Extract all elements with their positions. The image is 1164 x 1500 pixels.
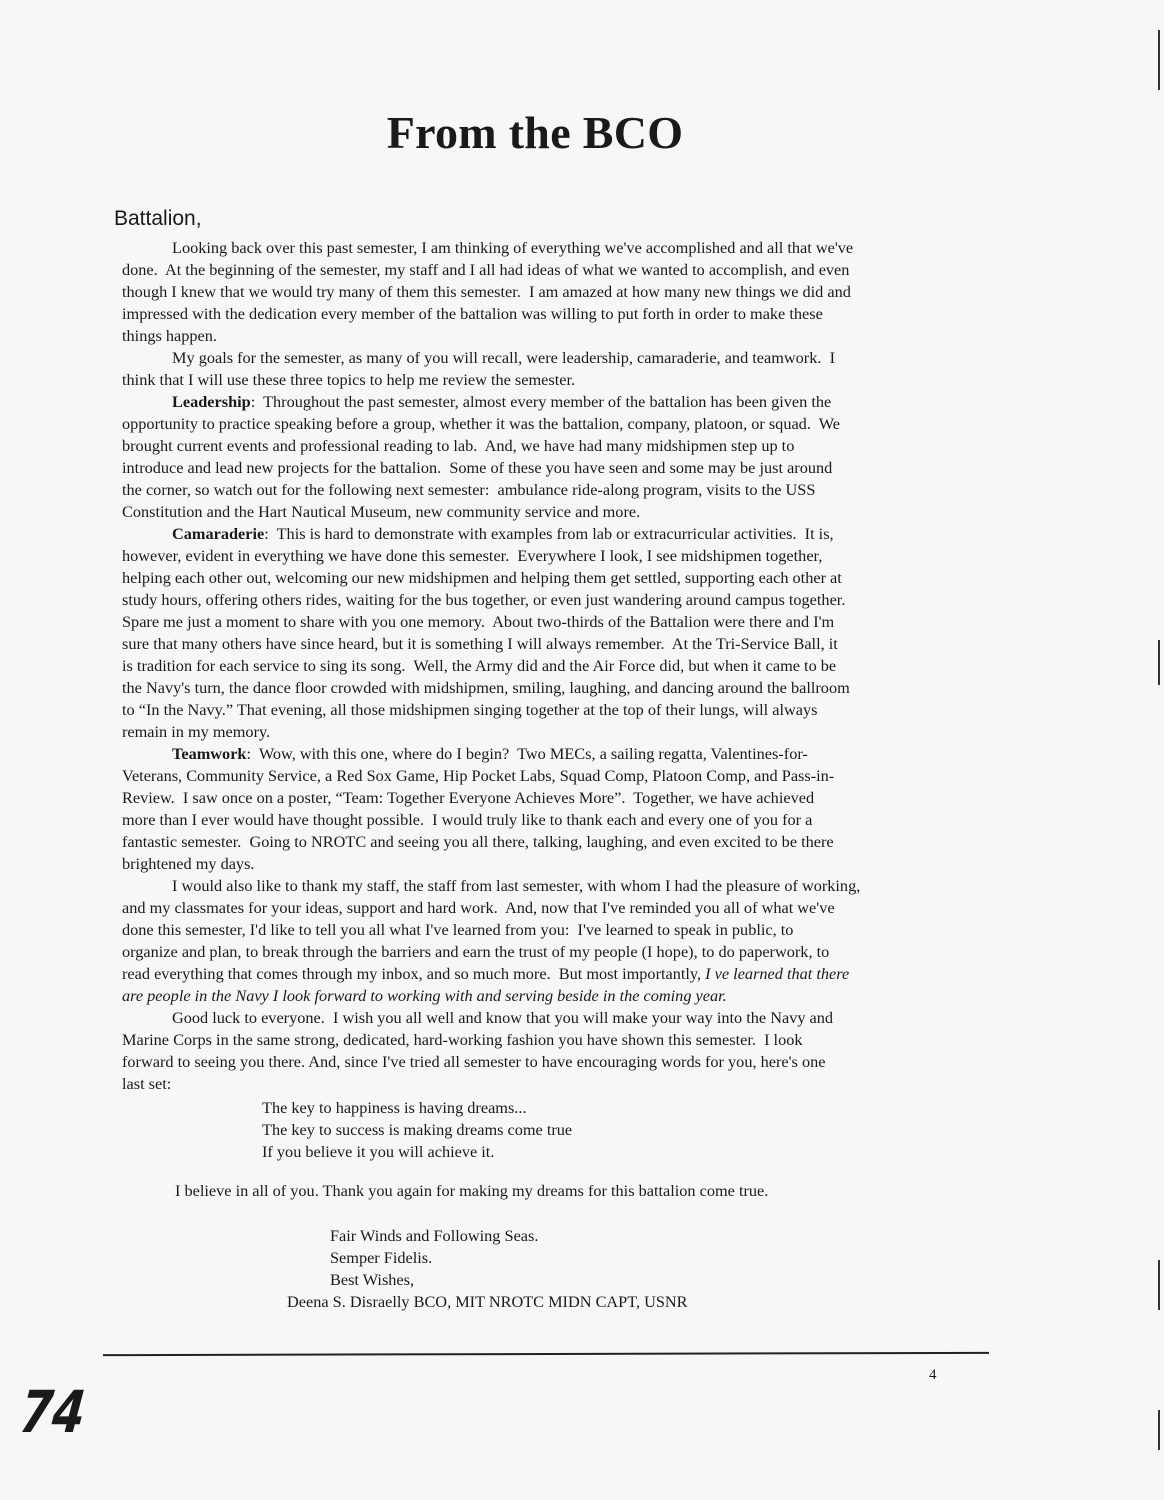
poem-line: The key to success is making dreams come true xyxy=(262,1120,573,1139)
scan-edge-mark xyxy=(1158,1410,1160,1450)
body-text: remain in my memory. xyxy=(122,722,271,741)
body-line xyxy=(122,985,962,1007)
body-text: and my classmates for your ideas, support and hard work. And, now that I've reminded you all of what we've xyxy=(122,898,835,917)
body-line xyxy=(122,589,962,611)
section-heading: Teamwork xyxy=(172,744,247,763)
body-line xyxy=(122,853,962,875)
body-line xyxy=(122,633,962,655)
body-text: however, evident in everything we have done this semester. Everywhere I look, I see midshipmen together, xyxy=(122,546,823,565)
body-text: sure that many others have since heard, but it is something I will always remember. At the Tri-Service Ball, it xyxy=(122,634,838,653)
body-line xyxy=(122,699,962,721)
body-text: I would also like to thank my staff, the staff from last semester, with whom I had the pleasure of working, xyxy=(172,876,861,895)
body-line xyxy=(122,809,962,831)
body-text: done this semester, I'd like to tell you all what I've learned from you: I've learned to speak in public, to xyxy=(122,920,794,939)
body-text: read everything that comes through my inbox, and so much more. But most importantly, xyxy=(122,964,706,983)
signoff-line: Best Wishes, xyxy=(330,1270,415,1289)
body-line xyxy=(122,919,962,941)
body-line xyxy=(122,1051,962,1073)
body-line xyxy=(122,677,962,699)
body-line xyxy=(122,501,962,523)
body-text: last set: xyxy=(122,1074,172,1093)
body-text: Looking back over this past semester, I am thinking of everything we've accomplished and all that we've xyxy=(172,238,854,257)
scan-edge-mark xyxy=(1158,30,1160,90)
body-text: Marine Corps in the same strong, dedicated, hard-working fashion you have shown this semester. I look xyxy=(122,1030,803,1049)
body-text: impressed with the dedication every member of the battalion was willing to put forth in order to make these xyxy=(122,304,823,323)
body-line xyxy=(122,611,962,633)
body-line xyxy=(122,545,962,567)
body-text: introduce and lead new projects for the battalion. Some of these you have seen and some may be just around xyxy=(122,458,833,477)
body-line xyxy=(122,347,962,369)
poem xyxy=(262,1097,572,1163)
section-heading: Camaraderie xyxy=(172,524,265,543)
body-text: helping each other out, welcoming our new midshipmen and helping them get settled, supporting each other at xyxy=(122,568,842,587)
body-line xyxy=(122,765,962,787)
signoff-line: Fair Winds and Following Seas. xyxy=(330,1226,539,1245)
body-text: Constitution and the Hart Nautical Museum, new community service and more. xyxy=(122,502,641,521)
footer-rule xyxy=(103,1352,989,1356)
body-text: fantastic semester. Going to NROTC and seeing you all there, talking, laughing, and even excited to be there xyxy=(122,832,834,851)
body-line xyxy=(122,787,962,809)
body-text: things happen. xyxy=(122,326,217,345)
signature-name: Deena S. Disraelly BCO, MIT NROTC MIDN CAPT, USNR xyxy=(287,1292,688,1311)
body-line xyxy=(122,435,962,457)
body-text: Veterans, Community Service, a Red Sox Game, Hip Pocket Labs, Squad Comp, Platoon Comp, and Pass-in- xyxy=(122,766,835,785)
body-line xyxy=(122,1073,962,1095)
body-text: the corner, so watch out for the following next semester: ambulance ride-along program, visits to the USS xyxy=(122,480,816,499)
handwritten-page-number: 74 xyxy=(16,1378,89,1446)
body-line xyxy=(122,963,962,985)
body-line xyxy=(122,281,962,303)
body-text: opportunity to practice speaking before a group, whether it was the battalion, company, platoon, or squad. We xyxy=(122,414,841,433)
body-text: : Wow, with this one, where do I begin? Two MECs, a sailing regatta, Valentines-for- xyxy=(246,744,808,763)
closing-line: I believe in all of you. Thank you again for making my dreams for this battalion come true. xyxy=(175,1181,769,1200)
body-text: brightened my days. xyxy=(122,854,255,873)
body-text: to “In the Navy.” That evening, all those midshipmen singing together at the top of their lungs, will always xyxy=(122,700,818,719)
signoff-line: Semper Fidelis. xyxy=(330,1248,433,1267)
body-text: think that I will use these three topics to help me review the semester. xyxy=(122,370,576,389)
body-line xyxy=(122,831,962,853)
body-text: Good luck to everyone. I wish you all well and know that you will make your way into the Navy and xyxy=(172,1008,834,1027)
scan-edge-mark xyxy=(1158,1260,1160,1310)
body-line xyxy=(122,1007,962,1029)
body-text: done. At the beginning of the semester, my staff and I all had ideas of what we wanted to accomplish, and even xyxy=(122,260,850,279)
body-line xyxy=(122,1029,962,1051)
body-text: Spare me just a moment to share with you one memory. About two-thirds of the Battalion were there and I'm xyxy=(122,612,835,631)
body-text: more than I ever would have thought possible. I would truly like to thank each and every one of you for a xyxy=(122,810,813,829)
body-line xyxy=(122,567,962,589)
page-number: 4 xyxy=(929,1367,937,1383)
italic-text: I ve learned that there xyxy=(705,964,850,983)
body-line xyxy=(122,369,962,391)
letter-body xyxy=(122,237,962,1095)
body-text: : Throughout the past semester, almost every member of the battalion has been given the xyxy=(250,392,832,411)
body-line xyxy=(122,655,962,677)
body-line xyxy=(122,325,962,347)
body-text: the Navy's turn, the dance floor crowded with midshipmen, smiling, laughing, and dancing around the ballroom xyxy=(122,678,850,697)
poem-line: The key to happiness is having dreams... xyxy=(262,1098,527,1117)
body-line xyxy=(122,721,962,743)
body-text: study hours, offering others rides, waiting for the bus together, or even just wandering around campus together. xyxy=(122,590,846,609)
section-heading: Leadership xyxy=(172,392,251,411)
body-text: though I knew that we would try many of them this semester. I am amazed at how many new things we did and xyxy=(122,282,851,301)
body-line xyxy=(122,941,962,963)
body-text: : This is hard to demonstrate with examples from lab or extracurricular activities. It is, xyxy=(264,524,834,543)
page-title: From the BCO xyxy=(386,107,684,158)
body-text: is tradition for each service to sing its song. Well, the Army did and the Air Force did, but when it came to be xyxy=(122,656,837,675)
body-line xyxy=(122,457,962,479)
body-text: brought current events and professional reading to lab. And, we have had many midshipmen step up to xyxy=(122,436,795,455)
scan-edge-mark xyxy=(1158,640,1160,685)
body-line xyxy=(122,875,962,897)
body-line xyxy=(122,479,962,501)
body-text: organize and plan, to break through the barriers and earn the trust of my people (I hope), to do paperwork, to xyxy=(122,942,830,961)
body-line xyxy=(122,303,962,325)
body-line xyxy=(122,743,962,765)
greeting: Battalion, xyxy=(114,207,202,230)
body-line xyxy=(122,413,962,435)
poem-line: If you believe it you will achieve it. xyxy=(262,1142,495,1161)
body-line xyxy=(122,391,962,413)
body-line xyxy=(122,237,962,259)
italic-text: are people in the Navy I look forward to working with and serving beside in the coming year. xyxy=(122,986,727,1005)
body-text: Review. I saw once on a poster, “Team: Together Everyone Achieves More”. Together, we have achieved xyxy=(122,788,815,807)
signature-block xyxy=(287,1225,688,1313)
body-text: forward to seeing you there. And, since I've tried all semester to have encouraging words for you, here's one xyxy=(122,1052,826,1071)
body-line xyxy=(122,897,962,919)
body-line xyxy=(122,523,962,545)
body-text: My goals for the semester, as many of you will recall, were leadership, camaraderie, and teamwork. I xyxy=(172,348,836,367)
body-line xyxy=(122,259,962,281)
